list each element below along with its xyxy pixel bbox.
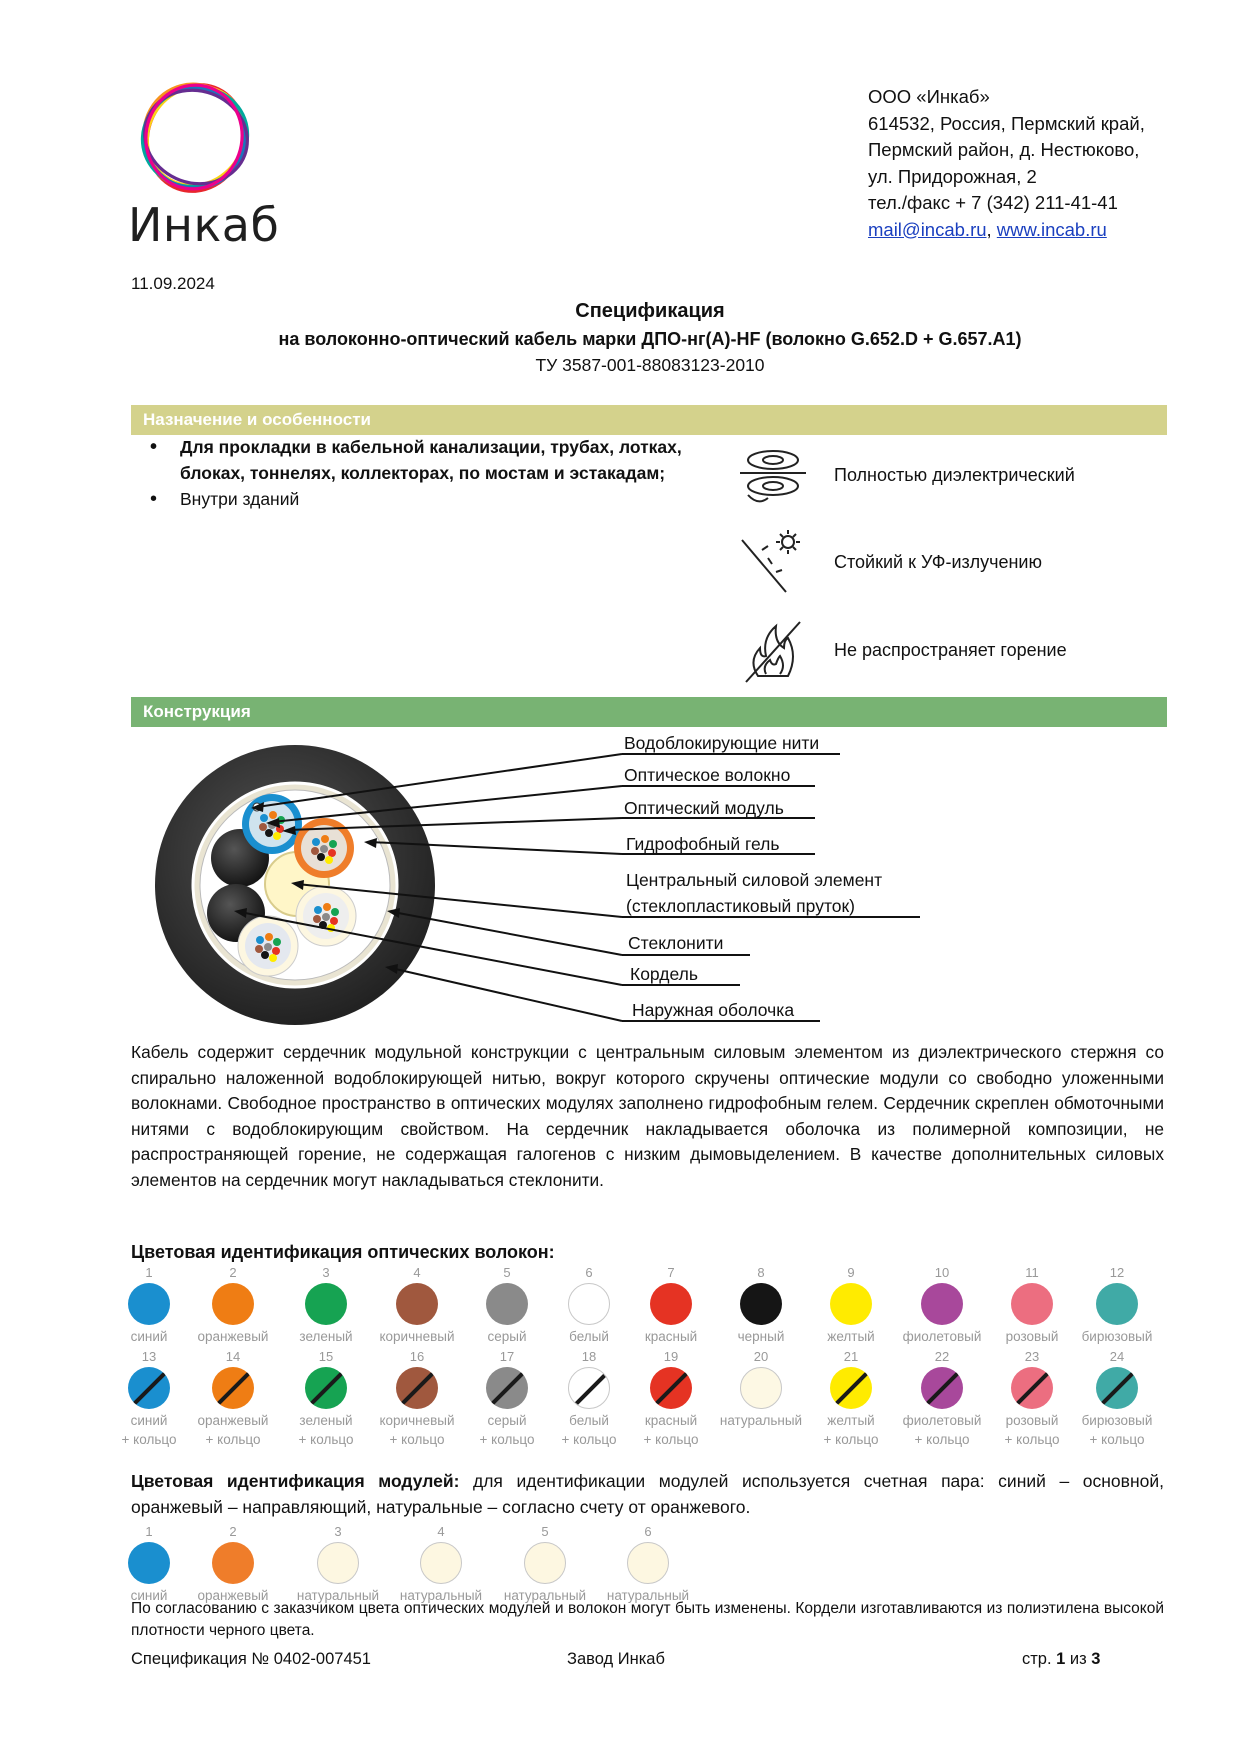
address-line-3: ул. Придорожная, 2 xyxy=(868,165,1037,187)
fiber-color-19-number: 19 xyxy=(663,1349,679,1364)
fiber-color-21-suffix: + кольцо xyxy=(823,1432,879,1447)
fiber-color-20-number: 20 xyxy=(753,1349,769,1364)
fiber-color-19 xyxy=(629,1349,713,1449)
logo-wordmark: Инкаб xyxy=(128,198,280,252)
fiber-color-7-name: красный xyxy=(644,1329,698,1344)
fiber-color-23-number: 23 xyxy=(1024,1349,1040,1364)
fiber-color-18-number: 18 xyxy=(581,1349,597,1364)
fiber-color-14-name: оранжевый xyxy=(197,1413,269,1428)
fiber-color-6-swatch xyxy=(568,1283,610,1325)
fiber-color-4-name: коричневый xyxy=(379,1329,455,1344)
module-color-5 xyxy=(503,1524,587,1605)
fiber-color-16-suffix: + кольцо xyxy=(389,1432,445,1447)
fiber-color-15 xyxy=(284,1349,368,1449)
construction-description: Кабель содержит сердечник модульной конструкции с центральным силовым элементом из диэлектрического стержня со спирально наложенной водоблокирующей нитью, вокруг которого скручены оптические модули со свободно уложенными волокнами. Свободное пространство в оптических модулях заполнено гидрофобным гелем. Сердечник скреплен обмоточными нитями с водоблокирующим свойством. На сердечник накладывается оболочка из полимерной композиции, не распространяющей горение, не содержащая галогенов с низким дымовыделением. В качестве дополнительных силовых элементов на сердечник могут накладываться стеклонити. xyxy=(131,1042,1164,1190)
fiber-color-13-number: 13 xyxy=(141,1349,157,1364)
fiber-color-24-name: бирюзовый xyxy=(1081,1413,1153,1428)
fiber-color-19-suffix: + кольцо xyxy=(643,1432,699,1447)
label-filler-cord: Кордель xyxy=(630,964,698,984)
page-mid: из xyxy=(1065,1650,1092,1668)
fiber-color-12-number: 12 xyxy=(1109,1265,1125,1280)
label-glass-yarns: Стеклонити xyxy=(628,933,724,953)
purpose-bullet-2: • Внутри зданий xyxy=(150,486,750,512)
document-standard: ТУ 3587-001-88083123-2010 xyxy=(535,355,765,375)
website-link[interactable]: www.incab.ru xyxy=(996,218,1107,240)
fiber-color-18-name: белый xyxy=(569,1413,609,1428)
module-color-1-name: синий xyxy=(130,1588,168,1603)
fiber-color-20 xyxy=(719,1349,803,1430)
fiber-color-16-swatch xyxy=(396,1367,438,1409)
fiber-color-16-number: 16 xyxy=(409,1349,425,1364)
fiber-color-14-suffix: + кольцо xyxy=(205,1432,261,1447)
fiber-color-22-swatch xyxy=(921,1367,963,1409)
label-water-blocking-yarns: Водоблокирующие нити xyxy=(624,733,820,753)
fiber-color-2-number: 2 xyxy=(229,1265,237,1280)
page-number xyxy=(1022,1650,1100,1669)
document-title: Спецификация xyxy=(575,300,725,322)
fiber-color-14-number: 14 xyxy=(225,1349,241,1364)
address-line-1: 614532, Россия, Пермский край, xyxy=(868,112,1145,134)
fiber-color-21-name: желтый xyxy=(827,1413,875,1428)
label-central-strength-member: Центральный силовой элемент xyxy=(626,870,883,890)
fiber-color-3-swatch xyxy=(305,1283,347,1325)
fiber-color-21 xyxy=(809,1349,893,1449)
module-color-4 xyxy=(399,1524,483,1605)
fiber-color-17-suffix: + кольцо xyxy=(479,1432,535,1447)
fiber-color-11-swatch xyxy=(1011,1283,1053,1325)
fiber-color-16-name: коричневый xyxy=(379,1413,455,1428)
phone: тел./факс + 7 (342) 211-41-41 xyxy=(868,192,1118,213)
fiber-color-19-swatch xyxy=(650,1367,692,1409)
page-prefix: стр. xyxy=(1022,1650,1057,1668)
fiber-color-23 xyxy=(990,1349,1074,1449)
fiber-color-4-number: 4 xyxy=(413,1265,421,1280)
fiber-color-18-suffix: + кольцо xyxy=(561,1432,617,1447)
fiber-color-21-swatch xyxy=(830,1367,872,1409)
label-hydrophobic-gel: Гидрофобный гель xyxy=(626,834,780,854)
fiber-color-22-suffix: + кольцо xyxy=(914,1432,970,1447)
spec-number: Спецификация № 0402-007451 xyxy=(131,1650,371,1668)
fiber-color-13-swatch xyxy=(128,1367,170,1409)
fiber-color-1-swatch xyxy=(128,1283,170,1325)
fiber-color-1-name: синий xyxy=(130,1329,168,1344)
module-color-2-name: оранжевый xyxy=(197,1588,269,1603)
module-color-4-swatch xyxy=(420,1542,462,1584)
fiber-color-22 xyxy=(900,1349,984,1449)
purpose-section-header: Назначение и особенности xyxy=(131,405,1167,435)
fiber-color-11-name: розовый xyxy=(1005,1329,1059,1344)
fiber-color-17-swatch xyxy=(486,1367,528,1409)
fiber-color-22-name: фиолетовый xyxy=(902,1413,982,1428)
document-date: 11.09.2024 xyxy=(131,274,215,293)
label-central-strength-member-note: (стеклопластиковый пруток) xyxy=(626,896,855,916)
label-optical-module: Оптический модуль xyxy=(624,798,784,818)
fiber-color-14-swatch xyxy=(212,1367,254,1409)
fiber-color-8-number: 8 xyxy=(757,1265,765,1280)
fiber-color-4 xyxy=(375,1265,459,1346)
fiber-color-16 xyxy=(375,1349,459,1449)
fiber-color-17-name: серый xyxy=(487,1413,527,1428)
fiber-color-6-number: 6 xyxy=(585,1265,593,1280)
module-color-3-swatch xyxy=(317,1542,359,1584)
fiber-color-24 xyxy=(1075,1349,1159,1449)
module-color-6 xyxy=(606,1524,690,1605)
fiber-color-12-name: бирюзовый xyxy=(1081,1329,1153,1344)
module-color-4-number: 4 xyxy=(437,1524,445,1539)
fiber-color-17-number: 17 xyxy=(499,1349,515,1364)
fiber-color-21-number: 21 xyxy=(843,1349,859,1364)
company-name: ООО «Инкаб» xyxy=(868,86,990,107)
page-total: 3 xyxy=(1091,1650,1101,1668)
module-color-2 xyxy=(191,1524,275,1605)
fiber-color-3 xyxy=(284,1265,368,1346)
email-link[interactable]: mail@incab.ru xyxy=(868,218,987,240)
fiber-color-23-suffix: + кольцо xyxy=(1004,1432,1060,1447)
fiber-color-5-swatch xyxy=(486,1283,528,1325)
fiber-color-23-swatch xyxy=(1011,1367,1053,1409)
fiber-color-15-number: 15 xyxy=(318,1349,334,1364)
purpose-bullet-1: • Для прокладки в кабельной канализации, трубах, лотках, блоках, тоннелях, коллекторах, по мостам и эстакадам; xyxy=(150,434,750,486)
fiber-color-14 xyxy=(191,1349,275,1449)
fiber-color-13-name: синий xyxy=(130,1413,168,1428)
address-line-2: Пермский район, д. Нестюково, xyxy=(868,139,1140,160)
module-color-1-number: 1 xyxy=(145,1524,153,1539)
fiber-color-12 xyxy=(1075,1265,1159,1346)
fiber-color-18 xyxy=(547,1349,631,1449)
fiber-color-22-number: 22 xyxy=(934,1349,950,1364)
module-color-6-swatch xyxy=(627,1542,669,1584)
module-color-3 xyxy=(296,1524,380,1605)
module-color-2-number: 2 xyxy=(229,1524,237,1539)
fiber-color-12-swatch xyxy=(1096,1283,1138,1325)
fiber-color-1-number: 1 xyxy=(145,1265,153,1280)
construction-section-header: Конструкция xyxy=(131,697,1167,727)
page-current: 1 xyxy=(1056,1650,1066,1668)
fiber-color-9-number: 9 xyxy=(847,1265,855,1280)
module-color-4-name: натуральный xyxy=(399,1588,483,1603)
fiber-color-7-swatch xyxy=(650,1283,692,1325)
fiber-color-10-name: фиолетовый xyxy=(902,1329,982,1344)
fiber-color-2-name: оранжевый xyxy=(197,1329,269,1344)
fiber-color-15-name: зеленый xyxy=(299,1413,353,1428)
fiber-color-24-number: 24 xyxy=(1109,1349,1125,1364)
fiber-color-24-swatch xyxy=(1096,1367,1138,1409)
fiber-color-10-number: 10 xyxy=(934,1265,950,1280)
label-outer-sheath: Наружная оболочка xyxy=(632,1000,795,1020)
fiber-color-5 xyxy=(465,1265,549,1346)
module-color-6-name: натуральный xyxy=(606,1588,690,1603)
fiber-color-24-suffix: + кольцо xyxy=(1089,1432,1145,1447)
fiber-color-8 xyxy=(719,1265,803,1346)
fiber-color-15-swatch xyxy=(305,1367,347,1409)
contact-separator: , xyxy=(986,218,997,240)
fiber-color-8-name: черный xyxy=(737,1329,785,1344)
fiber-color-20-name: натуральный xyxy=(719,1413,803,1428)
module-color-1 xyxy=(107,1524,191,1605)
fiber-color-20-swatch xyxy=(740,1367,782,1409)
fiber-color-9 xyxy=(809,1265,893,1346)
color-change-note: По согласованию с заказчиком цвета оптических модулей и волокон могут быть изменены. Кордели изготавливаются из полиэтилена высокой плотности черного цвета. xyxy=(131,1600,1164,1639)
fiber-color-10-swatch xyxy=(921,1283,963,1325)
module-color-1-swatch xyxy=(128,1542,170,1584)
fiber-color-2-swatch xyxy=(212,1283,254,1325)
module-color-3-number: 3 xyxy=(334,1524,342,1539)
module-colors-heading xyxy=(131,1468,1164,1520)
module-colors-heading-text: для идентификации модулей используется счетная пара: синий – основной, оранжевый – направляющий, натуральные – согласно счету от оранжевого. xyxy=(131,1471,1164,1517)
fiber-color-10 xyxy=(900,1265,984,1346)
fiber-color-9-swatch xyxy=(830,1283,872,1325)
module-color-5-name: натуральный xyxy=(503,1588,587,1603)
module-color-5-number: 5 xyxy=(541,1524,549,1539)
fiber-color-4-swatch xyxy=(396,1283,438,1325)
fiber-color-5-name: серый xyxy=(487,1329,527,1344)
fiber-color-6-name: белый xyxy=(569,1329,609,1344)
fiber-color-11 xyxy=(990,1265,1074,1346)
fiber-color-11-number: 11 xyxy=(1025,1265,1039,1280)
module-color-3-name: натуральный xyxy=(296,1588,380,1603)
fiber-color-2 xyxy=(191,1265,275,1346)
fiber-color-8-swatch xyxy=(740,1283,782,1325)
module-color-2-swatch xyxy=(212,1542,254,1584)
plant-name: Завод Инкаб xyxy=(567,1650,665,1668)
fiber-color-6 xyxy=(547,1265,631,1346)
fiber-color-13 xyxy=(107,1349,191,1449)
fiber-color-3-name: зеленый xyxy=(299,1329,353,1344)
fiber-color-17 xyxy=(465,1349,549,1449)
fiber-color-18-swatch xyxy=(568,1367,610,1409)
module-color-6-number: 6 xyxy=(644,1524,652,1539)
fiber-color-7 xyxy=(629,1265,713,1346)
label-optical-fiber: Оптическое волокно xyxy=(624,765,791,785)
fiber-color-3-number: 3 xyxy=(322,1265,330,1280)
fiber-color-23-name: розовый xyxy=(1005,1413,1059,1428)
module-color-5-swatch xyxy=(524,1542,566,1584)
fiber-color-9-name: желтый xyxy=(827,1329,875,1344)
feature-dielectric: Полностью диэлектрический xyxy=(834,465,1075,485)
fiber-color-5-number: 5 xyxy=(503,1265,511,1280)
fiber-color-19-name: красный xyxy=(644,1413,698,1428)
fiber-color-1 xyxy=(107,1265,191,1346)
fiber-color-7-number: 7 xyxy=(667,1265,675,1280)
document-subtitle: на волоконно-оптический кабель марки ДПО-нг(А)-HF (волокно G.652.D + G.657.A1) xyxy=(278,329,1022,349)
feature-uv: Стойкий к УФ-излучению xyxy=(834,552,1042,572)
fiber-color-15-suffix: + кольцо xyxy=(298,1432,354,1447)
feature-flame: Не распространяет горение xyxy=(834,640,1067,660)
fiber-color-13-suffix: + кольцо xyxy=(121,1432,177,1447)
module-colors-heading-bold: Цветовая идентификация модулей: xyxy=(131,1471,460,1491)
fiber-colors-heading: Цветовая идентификация оптических волокон: xyxy=(131,1242,555,1262)
